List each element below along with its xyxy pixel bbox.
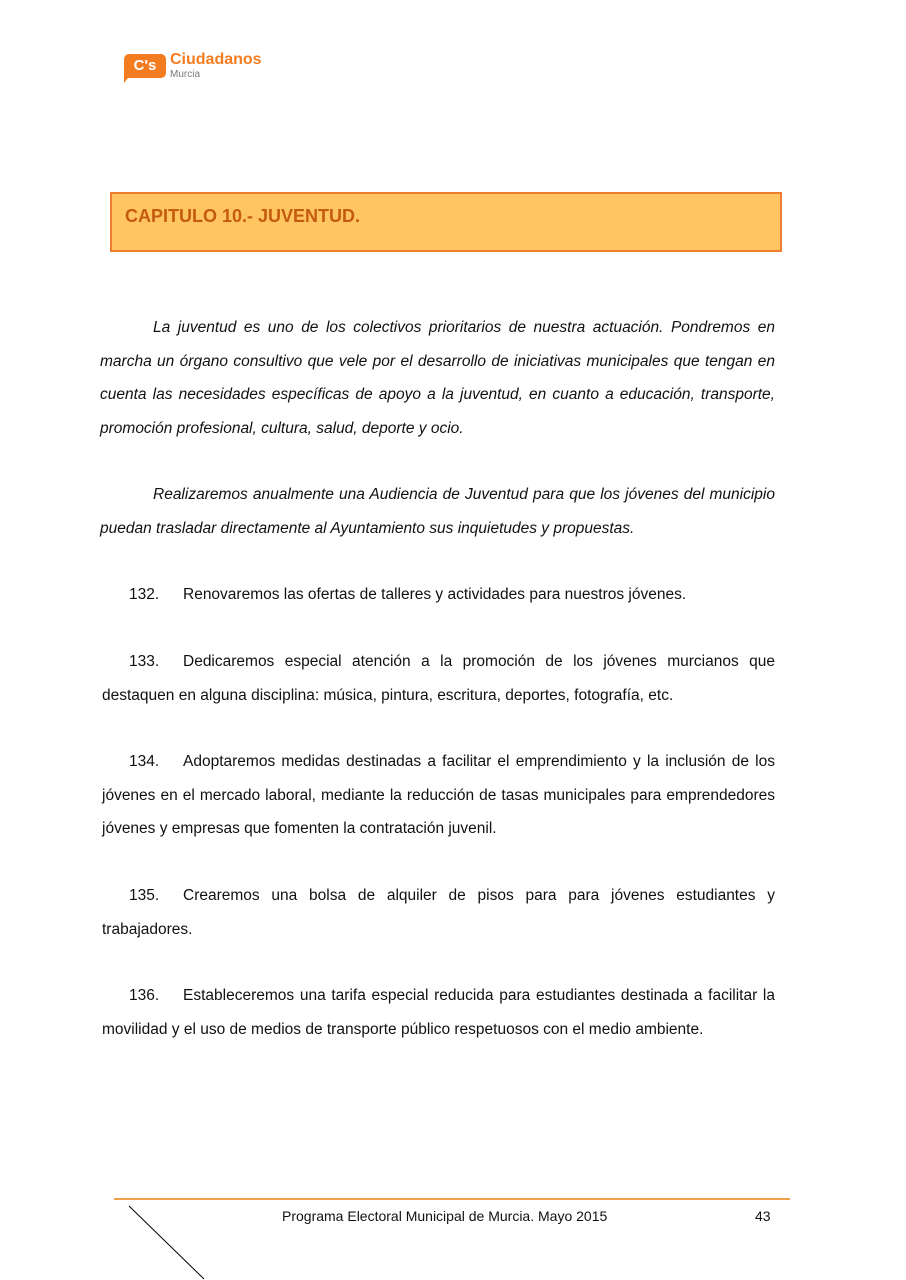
list-item-133 [102, 645, 775, 712]
intro-paragraph-2: Realizaremos anualmente una Audiencia de Juventud para que los jóvenes del municipio puedan trasladar directamente al Ayuntamiento sus inquietudes y propuestas. [100, 486, 775, 537]
item-text: Crearemos una bolsa de alquiler de pisos para para jóvenes estudiantes y trabajadores. [102, 887, 775, 938]
item-number: 134. [129, 753, 160, 770]
list-item-136 [102, 979, 775, 1046]
item-text: Dedicaremos especial atención a la promoción de los jóvenes murcianos que destaquen en alguna disciplina: música, pintura, escritura, deportes, fotografía, etc. [102, 653, 775, 704]
footer-divider [114, 1198, 790, 1200]
item-text: Estableceremos una tarifa especial reducida para estudiantes destinada a facilitar la movilidad y el uso de medios de transporte público respetuosos con el medio ambiente. [102, 987, 775, 1038]
logo-city: Murcia [170, 69, 201, 80]
chapter-title: CAPITULO 10.- JUVENTUD. [125, 206, 361, 226]
page-number: 43 [755, 1208, 771, 1224]
footer-text: Programa Electoral Municipal de Murcia. Mayo 2015 [282, 1208, 608, 1224]
item-number: 135. [129, 887, 160, 904]
logo-speech-tail [124, 74, 131, 83]
list-item-135 [102, 879, 775, 946]
list-item-132 [102, 578, 775, 612]
logo-name: Ciudadanos [170, 51, 262, 68]
chapter-heading-box [110, 192, 782, 252]
intro-paragraph-1: La juventud es uno de los colectivos prioritarios de nuestra actuación. Pondremos en marcha un órgano consultivo que vele por el desarrollo de iniciativas municipales que tengan en cuenta las necesidades específicas de apoyo a la juventud, en cuanto a educación, transporte, promoción profesional, cultura, salud, deporte y ocio. [100, 319, 775, 437]
item-text: Adoptaremos medidas destinadas a facilitar el emprendimiento y la inclusión de los jóvenes en el mercado laboral, mediante la reducción de tasas municipales para emprendedores jóvenes y empresas que fomenten la contratación juvenil. [102, 753, 775, 837]
item-text: Renovaremos las ofertas de talleres y actividades para nuestros jóvenes. [183, 586, 687, 603]
logo-mark: C's [124, 54, 166, 78]
item-number: 136. [129, 987, 160, 1004]
item-number: 132. [129, 586, 160, 603]
item-number: 133. [129, 653, 160, 670]
footer-diagonal-line [128, 1205, 208, 1280]
list-item-134 [102, 745, 775, 846]
